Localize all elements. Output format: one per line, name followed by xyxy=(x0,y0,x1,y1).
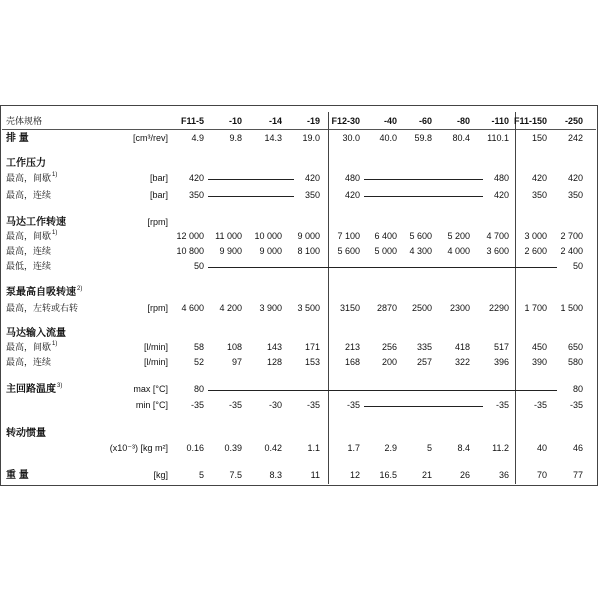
cell-value: 9 900 xyxy=(219,246,242,256)
cell-value: 480 xyxy=(493,173,509,183)
model-header: -250 xyxy=(564,116,583,126)
row-label: 主回路温度 xyxy=(6,384,56,395)
row-label: 马达输入流量 xyxy=(6,328,66,339)
cell-value: 1.7 xyxy=(347,443,360,453)
cell-value: -35 xyxy=(533,400,547,410)
range-line xyxy=(208,179,294,180)
cell-value: 0.16 xyxy=(186,443,204,453)
cell-value: 36 xyxy=(498,470,509,480)
header-divider xyxy=(2,129,596,130)
cell-value: 2870 xyxy=(376,303,397,313)
cell-value: 97 xyxy=(231,357,242,367)
model-header: -14 xyxy=(268,116,282,126)
cell-value: 50 xyxy=(193,261,204,271)
cell-value: 396 xyxy=(493,357,509,367)
cell-value: 1 500 xyxy=(560,303,583,313)
cell-value: 16.5 xyxy=(379,470,397,480)
model-header: -40 xyxy=(383,116,397,126)
cell-value: 2300 xyxy=(449,303,470,313)
cell-value: 420 xyxy=(344,190,360,200)
cell-value: 110.1 xyxy=(487,133,509,143)
row-label: 最高，连续 xyxy=(6,357,52,367)
cell-value: 59.8 xyxy=(414,133,432,143)
cell-value: 77 xyxy=(572,470,583,480)
row-label: 最高，连续 xyxy=(6,190,52,200)
cell-value: 0.42 xyxy=(264,443,282,453)
cell-value: 40 xyxy=(536,443,547,453)
footnote-marker: 1) xyxy=(52,341,58,347)
cell-value: -30 xyxy=(268,400,282,410)
cell-value: 128 xyxy=(266,357,282,367)
model-header: -10 xyxy=(228,116,242,126)
cell-value: -35 xyxy=(306,400,320,410)
cell-value: 150 xyxy=(531,133,547,143)
range-line xyxy=(208,196,294,197)
model-header: -19 xyxy=(306,116,320,126)
cell-value: 108 xyxy=(226,342,242,352)
cell-value: 335 xyxy=(416,342,432,352)
cell-value: 5 600 xyxy=(409,231,432,241)
spec-table-frame xyxy=(0,105,598,486)
cell-value: -35 xyxy=(346,400,360,410)
cell-value: 2 700 xyxy=(560,231,583,241)
footnote-marker: 3) xyxy=(57,383,63,389)
cell-value: 420 xyxy=(531,173,547,183)
cell-value: 0.39 xyxy=(224,443,242,453)
cell-value: 171 xyxy=(304,342,320,352)
cell-value: 143 xyxy=(266,342,282,352)
cell-value: 420 xyxy=(493,190,509,200)
header-label: 壳体规格 xyxy=(6,116,43,126)
cell-value: 5 xyxy=(426,443,432,453)
cell-value: 242 xyxy=(567,133,583,143)
cell-value: 5 200 xyxy=(447,231,470,241)
row-label: 重 量 xyxy=(6,470,29,481)
row-unit: [l/min] xyxy=(143,357,168,367)
row-label: 转动惯量 xyxy=(6,428,46,439)
cell-value: 168 xyxy=(344,357,360,367)
cell-value: 350 xyxy=(304,190,320,200)
group-divider-1 xyxy=(328,112,329,484)
cell-value: -35 xyxy=(495,400,509,410)
model-header: F11-150 xyxy=(513,116,547,126)
row-label: 最低，连续 xyxy=(6,261,52,271)
row-label: 最高，间歇 xyxy=(6,173,52,183)
cell-value: 350 xyxy=(531,190,547,200)
cell-value: 420 xyxy=(567,173,583,183)
cell-value: 4 300 xyxy=(409,246,432,256)
cell-value: 2 600 xyxy=(524,246,547,256)
cell-value: 4 200 xyxy=(219,303,242,313)
row-label: 马达工作转速 xyxy=(6,217,66,228)
cell-value: 10 000 xyxy=(254,231,282,241)
cell-value: 4 000 xyxy=(447,246,470,256)
cell-value: 80 xyxy=(193,384,204,394)
row-label: 泵最高自吸转速 xyxy=(6,287,76,298)
row-label: 最高，间歇 xyxy=(6,231,52,241)
range-line xyxy=(364,406,483,407)
row-unit: [bar] xyxy=(149,190,168,200)
cell-value: 14.3 xyxy=(264,133,282,143)
cell-value: 19.0 xyxy=(302,133,320,143)
cell-value: 350 xyxy=(188,190,204,200)
cell-value: 450 xyxy=(531,342,547,352)
cell-value: 12 xyxy=(349,470,360,480)
cell-value: 11 xyxy=(310,470,320,480)
cell-value: 11.2 xyxy=(492,443,509,453)
row-label: 工作压力 xyxy=(6,158,46,169)
cell-value: 153 xyxy=(304,357,320,367)
cell-value: 21 xyxy=(421,470,432,480)
cell-value: 80 xyxy=(572,384,583,394)
cell-value: 420 xyxy=(188,173,204,183)
footnote-marker: 1) xyxy=(52,172,58,178)
cell-value: 1 700 xyxy=(524,303,547,313)
range-line xyxy=(364,196,483,197)
cell-value: 3 500 xyxy=(297,303,320,313)
cell-value: 8.4 xyxy=(457,443,470,453)
cell-value: -35 xyxy=(569,400,583,410)
cell-value: 11 000 xyxy=(215,231,242,241)
cell-value: -35 xyxy=(190,400,204,410)
cell-value: 7 100 xyxy=(337,231,360,241)
cell-value: 2500 xyxy=(411,303,432,313)
row-label: 最高，连续 xyxy=(6,246,52,256)
row-unit: [cm³/rev] xyxy=(133,133,168,143)
range-line xyxy=(208,390,557,391)
cell-value: 2.9 xyxy=(384,443,397,453)
cell-value: 390 xyxy=(531,357,547,367)
cell-value: -35 xyxy=(228,400,242,410)
cell-value: 9 000 xyxy=(297,231,320,241)
cell-value: 8 100 xyxy=(297,246,320,256)
cell-value: 30.0 xyxy=(342,133,360,143)
cell-value: 580 xyxy=(567,357,583,367)
cell-value: 40.0 xyxy=(379,133,397,143)
cell-value: 4 700 xyxy=(486,231,509,241)
cell-value: 1.1 xyxy=(307,443,320,453)
cell-value: 322 xyxy=(454,357,470,367)
cell-value: 4.9 xyxy=(191,133,204,143)
cell-value: 3 900 xyxy=(259,303,282,313)
cell-value: 70 xyxy=(536,470,547,480)
cell-value: 8.3 xyxy=(269,470,282,480)
cell-value: 3 000 xyxy=(524,231,547,241)
cell-value: 6 400 xyxy=(374,231,397,241)
cell-value: 200 xyxy=(381,357,397,367)
cell-value: 5 000 xyxy=(374,246,397,256)
cell-value: 2 400 xyxy=(560,246,583,256)
row-unit: [rpm] xyxy=(147,217,168,227)
cell-value: 517 xyxy=(493,342,509,352)
cell-value: 10 800 xyxy=(176,246,204,256)
footnote-marker: 1) xyxy=(52,230,58,236)
footnote-marker: 2) xyxy=(77,286,83,292)
cell-value: 3 600 xyxy=(486,246,509,256)
cell-value: 52 xyxy=(193,357,204,367)
row-label: 排 量 xyxy=(6,133,29,144)
group-divider-2 xyxy=(515,112,516,484)
cell-value: 418 xyxy=(454,342,470,352)
cell-value: 50 xyxy=(572,261,583,271)
row-unit: [kg] xyxy=(153,470,168,480)
model-header: -60 xyxy=(418,116,432,126)
cell-value: 5 600 xyxy=(337,246,360,256)
row-unit: [bar] xyxy=(149,173,168,183)
cell-value: 58 xyxy=(193,342,204,352)
cell-value: 257 xyxy=(416,357,432,367)
cell-value: 3150 xyxy=(339,303,360,313)
model-header: -110 xyxy=(491,116,509,126)
model-header: -80 xyxy=(456,116,470,126)
row-unit: max [°C] xyxy=(133,384,168,394)
row-label: 最高，间歇 xyxy=(6,342,52,352)
cell-value: 5 xyxy=(198,470,204,480)
cell-value: 213 xyxy=(344,342,360,352)
cell-value: 9 000 xyxy=(259,246,282,256)
row-unit: min [°C] xyxy=(135,400,168,410)
range-line xyxy=(364,179,483,180)
cell-value: 2290 xyxy=(488,303,509,313)
cell-value: 9.8 xyxy=(229,133,242,143)
cell-value: 480 xyxy=(344,173,360,183)
row-unit: (x10⁻³) [kg m²] xyxy=(109,443,168,453)
cell-value: 350 xyxy=(567,190,583,200)
range-line xyxy=(208,267,557,268)
cell-value: 26 xyxy=(459,470,470,480)
model-header: F11-5 xyxy=(180,116,204,126)
row-unit: [rpm] xyxy=(147,303,168,313)
cell-value: 46 xyxy=(572,443,583,453)
row-unit: [l/min] xyxy=(143,342,168,352)
row-label: 最高，左转或右转 xyxy=(6,303,79,313)
cell-value: 650 xyxy=(567,342,583,352)
cell-value: 4 600 xyxy=(181,303,204,313)
cell-value: 12 000 xyxy=(176,231,204,241)
cell-value: 7.5 xyxy=(229,470,242,480)
model-header: F12-30 xyxy=(331,116,360,126)
cell-value: 80.4 xyxy=(452,133,470,143)
cell-value: 420 xyxy=(304,173,320,183)
cell-value: 256 xyxy=(381,342,397,352)
